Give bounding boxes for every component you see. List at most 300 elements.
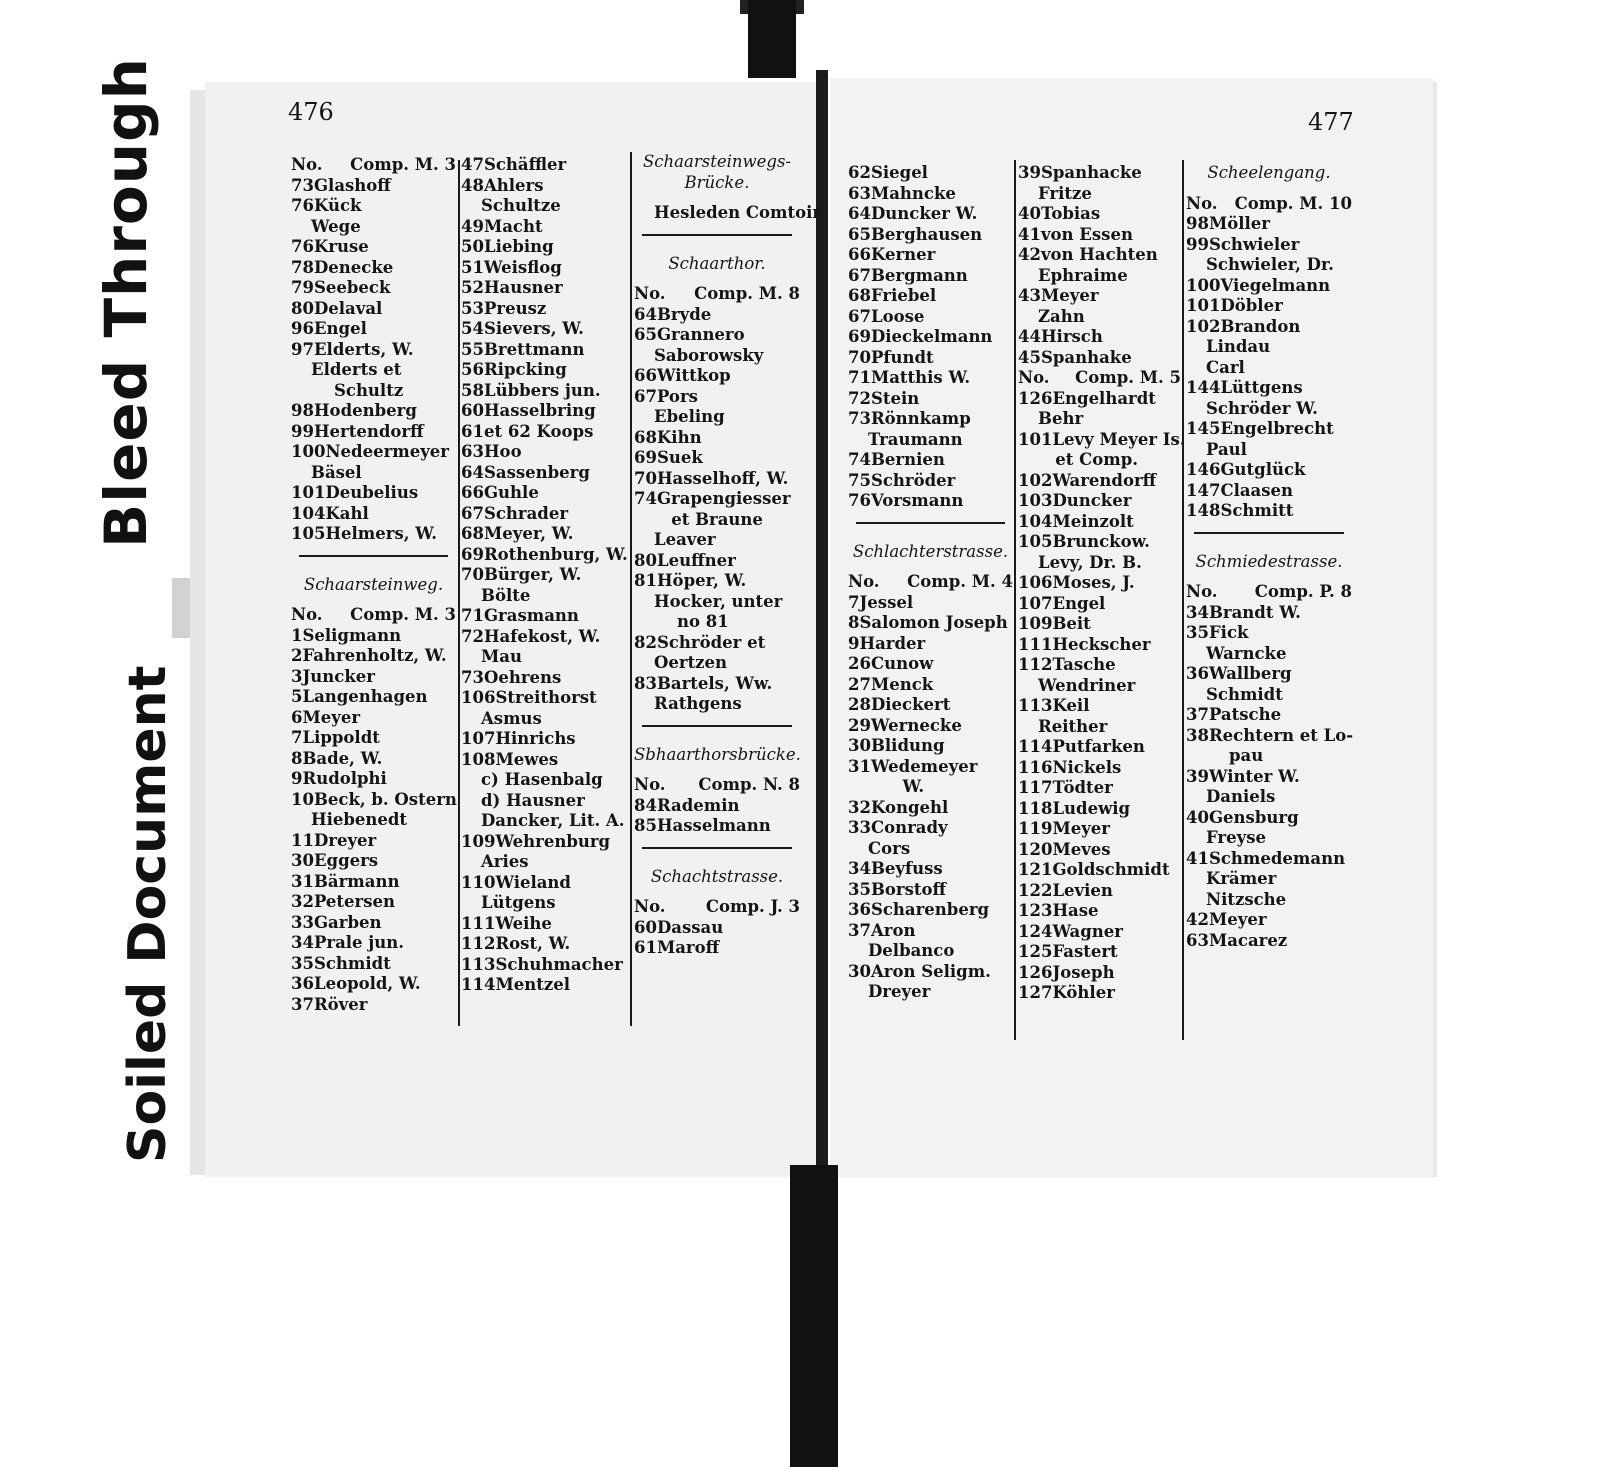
- resident-name: Jessel: [859, 592, 914, 612]
- company-header: [634, 775, 800, 796]
- resident-name: Schmidt: [1206, 684, 1283, 704]
- resident-name: Zahn: [1038, 306, 1085, 326]
- list-item: [848, 921, 1013, 942]
- resident-name: Duncker: [1052, 491, 1132, 510]
- resident-name: Engel: [313, 319, 367, 338]
- house-number: 10: [291, 789, 314, 809]
- resident-name: Wagner: [1052, 921, 1123, 941]
- house-number: 108: [461, 749, 496, 769]
- list-item: [1186, 317, 1352, 338]
- house-number: 40: [1018, 204, 1041, 223]
- list-item: [1018, 348, 1181, 369]
- resident-name: Mau: [481, 647, 522, 666]
- list-item: [291, 258, 456, 279]
- resident-name: Putfarken: [1052, 737, 1145, 756]
- list-item: [848, 409, 1013, 430]
- list-item: [461, 770, 629, 791]
- list-item: [1018, 286, 1181, 307]
- list-item: [848, 634, 1013, 655]
- list-item: [848, 859, 1013, 880]
- house-number: 80: [291, 298, 314, 318]
- resident-name: Wittkop: [656, 366, 731, 385]
- resident-name: Behr: [1038, 409, 1084, 428]
- resident-name: Conrady: [870, 818, 948, 837]
- resident-name: Lütgens: [481, 893, 556, 912]
- list-item: [291, 769, 456, 790]
- list-item: [634, 203, 822, 224]
- house-number: 124: [1018, 921, 1053, 941]
- list-item: [461, 811, 629, 832]
- resident-name: Eggers: [313, 851, 379, 870]
- resident-name: Grasmann: [483, 606, 579, 625]
- resident-name: von Essen: [1040, 224, 1133, 244]
- resident-name: Seligmann: [302, 625, 402, 645]
- resident-name: Höper, W.: [656, 571, 747, 590]
- list-item: [1018, 491, 1181, 512]
- resident-name: pau: [1206, 746, 1264, 765]
- resident-name: Glashoff: [313, 175, 391, 195]
- resident-name: Beit: [1052, 614, 1091, 633]
- list-item: [461, 545, 629, 566]
- house-number: 120: [1018, 839, 1053, 859]
- house-number: 8: [291, 748, 303, 768]
- house-number: 148: [1186, 501, 1221, 520]
- list-item: [291, 708, 456, 729]
- list-item: [1018, 450, 1181, 471]
- street-title: Schaarthor.: [668, 253, 766, 273]
- list-item: [461, 832, 629, 853]
- resident-name: Deubelius: [325, 483, 419, 502]
- list-item: [1018, 799, 1181, 820]
- directory-column-6: [1186, 163, 1352, 951]
- house-number: 65: [634, 325, 657, 344]
- resident-name: Streithorst: [495, 688, 597, 707]
- resident-name: Kück: [313, 196, 362, 215]
- list-item: [1018, 635, 1181, 656]
- house-number: 125: [1018, 942, 1053, 961]
- column-divider: [1014, 160, 1016, 1040]
- list-item: [291, 524, 456, 545]
- list-item: [848, 675, 1013, 696]
- list-item: [291, 176, 456, 197]
- house-number: 80: [634, 550, 657, 570]
- resident-name: Warncke: [1206, 643, 1287, 663]
- resident-name: Dreyer: [868, 982, 931, 1001]
- resident-name: Ephraime: [1038, 265, 1128, 285]
- house-number: 75: [848, 470, 871, 490]
- list-item: [291, 442, 456, 463]
- street-title: Schaarsteinwegs-: [643, 152, 791, 171]
- house-number: 104: [291, 503, 326, 523]
- list-item: [1186, 685, 1352, 706]
- house-number: 66: [634, 366, 657, 385]
- house-number: 113: [461, 954, 496, 974]
- house-number: 74: [848, 450, 871, 469]
- house-number: 101: [1186, 296, 1221, 315]
- house-number: 102: [1186, 316, 1221, 336]
- street-title: Schaarsteinweg.: [303, 574, 444, 594]
- list-item: [1186, 481, 1352, 502]
- list-item: [1186, 849, 1352, 870]
- house-number: 34: [291, 933, 314, 952]
- house-number: 146: [1186, 460, 1221, 479]
- house-number: 32: [848, 797, 871, 817]
- list-item: [634, 305, 800, 326]
- list-item: [1018, 429, 1186, 451]
- list-item: [634, 816, 800, 837]
- list-item: [1186, 787, 1352, 808]
- house-number: 98: [291, 401, 314, 420]
- resident-name: Denecke: [313, 257, 394, 277]
- house-number: 39: [1186, 766, 1209, 786]
- resident-name: Grannero: [656, 325, 745, 344]
- resident-name: Köhler: [1052, 983, 1115, 1002]
- resident-name: Carl: [1206, 357, 1245, 377]
- street-title: Scheelengang.: [1207, 163, 1331, 182]
- resident-name: Macarez: [1208, 930, 1288, 950]
- list-item: [1018, 204, 1181, 225]
- header-no: No.: [291, 155, 323, 174]
- resident-name: Hocker, unter: [654, 591, 783, 611]
- resident-name: Dieckelmann: [870, 327, 993, 346]
- list-item: [848, 941, 1013, 962]
- resident-name: Grapengiesser: [656, 489, 791, 508]
- house-number: 105: [291, 524, 326, 543]
- resident-name: Prale jun.: [313, 933, 404, 952]
- list-item: [848, 777, 1013, 798]
- list-item: [291, 319, 456, 340]
- house-number: 37: [291, 994, 314, 1014]
- list-item: [1186, 808, 1352, 829]
- list-item: [1018, 389, 1181, 410]
- resident-name: Meyer, W.: [483, 524, 574, 543]
- list-item: [461, 791, 629, 812]
- house-number: 7: [848, 592, 860, 612]
- resident-name: Mahncke: [870, 183, 956, 203]
- spacer: [291, 595, 456, 605]
- list-item: [1018, 963, 1181, 984]
- resident-name: Dreyer: [313, 830, 377, 850]
- list-item: [848, 225, 1013, 246]
- resident-name: Aron: [870, 920, 916, 940]
- list-item: [634, 448, 800, 469]
- list-item: [634, 387, 800, 408]
- list-item: [1018, 409, 1181, 430]
- spacer: [634, 765, 800, 775]
- resident-name: Tasche: [1052, 655, 1116, 674]
- resident-name: Hasselmann: [656, 816, 771, 835]
- list-item: [461, 647, 629, 668]
- list-item: [291, 504, 456, 525]
- house-number: 11: [291, 830, 314, 850]
- list-item: [1186, 358, 1352, 379]
- resident-name: Lüttgens: [1220, 378, 1303, 397]
- house-number: 61: [461, 421, 484, 441]
- column-divider: [630, 152, 632, 1026]
- list-item: [291, 401, 456, 422]
- house-number: 38: [1186, 725, 1209, 745]
- book-spine: [816, 70, 828, 1180]
- house-number: 30: [848, 736, 871, 755]
- list-item: [634, 633, 800, 654]
- list-item: [1186, 419, 1352, 440]
- resident-name: Lippoldt: [302, 728, 380, 747]
- list-item: [291, 872, 456, 893]
- resident-name: Lübbers jun.: [483, 380, 601, 400]
- house-number: 105: [1018, 532, 1053, 551]
- resident-name: Rechtern et Lo-: [1208, 725, 1354, 745]
- list-item: [634, 592, 800, 613]
- house-number: 122: [1018, 880, 1053, 900]
- section-rule: [642, 847, 792, 849]
- resident-name: Mentzel: [495, 975, 570, 994]
- house-number: 69: [634, 448, 657, 467]
- list-item: [461, 524, 629, 545]
- list-item: [461, 422, 629, 443]
- resident-name: Meyer: [302, 707, 361, 727]
- resident-name: Petersen: [313, 892, 396, 911]
- house-number: 76: [291, 237, 314, 256]
- house-number: 68: [848, 286, 871, 305]
- resident-name: Leuffner: [656, 550, 736, 570]
- house-number: 64: [848, 204, 871, 223]
- house-number: 6: [291, 707, 303, 727]
- house-number: 36: [1186, 664, 1209, 683]
- resident-name: Helmers, W.: [325, 524, 437, 543]
- list-item: [1018, 573, 1181, 594]
- house-number: 54: [461, 319, 484, 338]
- house-number: 104: [1018, 511, 1053, 531]
- list-item: [848, 900, 1013, 921]
- resident-name: Hase: [1052, 901, 1099, 920]
- house-number: 35: [1186, 623, 1209, 642]
- resident-name: Schröder: [870, 470, 956, 490]
- list-item: [461, 155, 629, 176]
- directory-column-4: [848, 163, 1013, 1003]
- house-number: 42: [1018, 245, 1041, 264]
- company-header: [634, 897, 800, 918]
- page-number-left: 476: [288, 98, 334, 126]
- header-no: No.: [634, 897, 666, 916]
- list-item: [1018, 266, 1181, 287]
- spacer: [848, 562, 1013, 572]
- list-item: [1018, 778, 1181, 799]
- list-item: [461, 934, 629, 955]
- resident-name: Weihe: [495, 913, 552, 933]
- house-number: 71: [848, 368, 871, 387]
- resident-name: Bade, W.: [302, 748, 383, 768]
- list-item: [1018, 840, 1181, 861]
- resident-name: Vorsmann: [870, 491, 964, 510]
- resident-name: Schwieler: [1208, 234, 1300, 254]
- list-item: [634, 571, 800, 592]
- street-title-line2: Brücke.: [684, 172, 750, 192]
- resident-name: von Hachten: [1040, 245, 1158, 264]
- resident-name: Gutglück: [1220, 460, 1306, 479]
- resident-name: Mewes: [495, 749, 559, 769]
- list-item: [634, 551, 800, 572]
- resident-name: Schwieler, Dr.: [1206, 255, 1334, 274]
- list-item: [461, 729, 629, 750]
- resident-name: Schultze: [481, 196, 561, 215]
- list-item: [634, 612, 800, 633]
- company-header: [1018, 368, 1181, 389]
- resident-name: Rademin: [656, 795, 740, 815]
- list-item: [1018, 594, 1181, 615]
- house-number: 49: [461, 216, 484, 236]
- directory-column-3: [634, 152, 822, 959]
- list-item: [1186, 931, 1352, 952]
- house-number: 70: [848, 347, 871, 367]
- resident-name: Ripcking: [483, 360, 567, 379]
- resident-name: Blidung: [870, 736, 945, 755]
- house-number: 117: [1018, 778, 1053, 797]
- house-number: 30: [848, 961, 871, 981]
- resident-name: Macht: [483, 216, 543, 236]
- resident-name: Delbanco: [868, 941, 955, 960]
- house-number: 30: [291, 851, 314, 870]
- house-number: 126: [1018, 962, 1053, 982]
- list-item: [1018, 307, 1181, 328]
- resident-name: Bergmann: [870, 265, 968, 285]
- list-item: [291, 954, 456, 975]
- house-number: 5: [291, 687, 303, 706]
- section-rule: [642, 234, 792, 236]
- house-number: 123: [1018, 901, 1053, 920]
- house-number: 99: [1186, 234, 1209, 254]
- house-number: 81: [634, 571, 657, 590]
- house-number: 106: [1018, 573, 1053, 592]
- list-item: [634, 325, 800, 346]
- house-number: 82: [634, 632, 657, 652]
- resident-name: Ebeling: [654, 407, 725, 426]
- list-item: [461, 278, 629, 299]
- directory-column-2: [461, 155, 629, 996]
- resident-name: et 62 Koops: [483, 421, 594, 441]
- resident-name: Meinzolt: [1052, 511, 1134, 531]
- resident-name: Pors: [656, 386, 698, 406]
- house-number: 45: [1018, 347, 1041, 367]
- list-item: [634, 428, 800, 449]
- resident-name: Juncker: [302, 666, 375, 686]
- resident-name: Fritze: [1038, 183, 1092, 203]
- list-item: [291, 278, 456, 299]
- list-item: [1018, 737, 1181, 758]
- house-number: 39: [1018, 163, 1041, 182]
- bleed-through-label: Bleed Through: [92, 57, 160, 548]
- list-item: [848, 613, 1013, 634]
- list-item: [461, 463, 629, 484]
- resident-name: Engelbrecht: [1220, 419, 1334, 438]
- house-number: 101: [291, 483, 326, 502]
- resident-name: Siegel: [870, 163, 928, 182]
- house-number: 84: [634, 795, 657, 815]
- list-item: [291, 933, 456, 954]
- house-number: 48: [461, 175, 484, 195]
- list-item: [291, 422, 456, 443]
- resident-name: Dassau: [656, 917, 724, 937]
- list-item: [1018, 922, 1181, 943]
- resident-name: Hinrichs: [495, 729, 576, 748]
- list-item: [1018, 245, 1181, 266]
- resident-name: Levy, Dr. B.: [1038, 552, 1142, 572]
- list-item: [848, 327, 1013, 348]
- list-item: [1018, 983, 1181, 1004]
- header-comp: Comp. M. 3: [350, 605, 456, 624]
- list-item: [848, 654, 1013, 675]
- resident-name: Maroff: [656, 938, 720, 957]
- resident-name: et Comp.: [1038, 450, 1138, 469]
- section-rule: [299, 555, 448, 557]
- resident-name: Kahl: [325, 503, 369, 523]
- resident-name: Schäffler: [483, 155, 567, 174]
- house-number: 33: [848, 818, 871, 837]
- house-number: 78: [291, 257, 314, 277]
- house-number: 112: [1018, 655, 1053, 674]
- list-item: [461, 340, 629, 361]
- list-item: [461, 668, 629, 689]
- resident-name: Hasselbring: [483, 401, 596, 420]
- house-number: 67: [848, 265, 871, 285]
- resident-name: Seebeck: [313, 278, 391, 297]
- house-number: 107: [461, 729, 496, 748]
- resident-name: Fahrenholtz, W.: [302, 646, 447, 665]
- company-header: [634, 284, 800, 305]
- resident-name: Hertendorff: [313, 421, 424, 441]
- house-number: 67: [634, 386, 657, 406]
- house-number: 42: [1186, 910, 1209, 929]
- list-item: [1018, 184, 1181, 205]
- resident-name: Garben: [313, 912, 382, 932]
- header-comp: Comp. M. 4: [907, 572, 1013, 591]
- house-number: 47: [461, 155, 484, 174]
- list-item: [291, 196, 456, 217]
- resident-name: Wehrenburg: [495, 831, 611, 851]
- list-item: [1186, 276, 1352, 297]
- list-item: [848, 368, 1013, 389]
- resident-name: Bartels, Ww.: [656, 673, 773, 693]
- list-item: [848, 307, 1013, 328]
- header-no: No.: [1186, 193, 1218, 213]
- list-item: [291, 360, 456, 381]
- house-number: 41: [1186, 848, 1209, 868]
- resident-name: Schröder et: [656, 632, 766, 652]
- house-number: 32: [291, 892, 314, 911]
- company-header: [1186, 194, 1352, 215]
- list-item: [848, 491, 1013, 512]
- resident-name: Suek: [656, 448, 703, 467]
- resident-name: Kerner: [870, 245, 936, 264]
- resident-name: Paul: [1206, 439, 1247, 459]
- list-item: [461, 217, 629, 238]
- resident-name: Rönnkamp: [870, 409, 971, 428]
- list-item: [291, 667, 456, 688]
- house-number: 51: [461, 257, 484, 277]
- house-number: 126: [1018, 388, 1053, 408]
- resident-name: Schuhmacher: [495, 954, 623, 974]
- house-number: 56: [461, 360, 484, 379]
- house-number: 99: [291, 421, 314, 441]
- resident-name: Tobias: [1040, 204, 1101, 223]
- resident-name: Bürger, W.: [483, 565, 582, 584]
- house-number: 63: [848, 183, 871, 203]
- resident-name: Elderts, W.: [313, 339, 414, 359]
- house-number: 3: [291, 666, 303, 686]
- resident-name: Goldschmidt: [1052, 860, 1170, 879]
- resident-name: Levien: [1052, 880, 1113, 900]
- company-header: [291, 155, 456, 176]
- list-item: [848, 430, 1013, 451]
